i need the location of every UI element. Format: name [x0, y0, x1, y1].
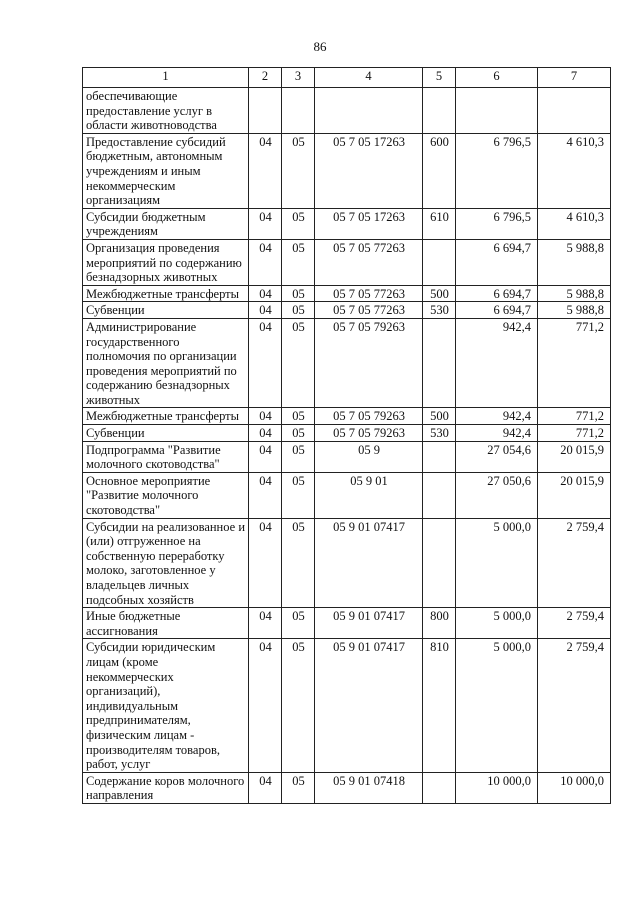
row-col-3: 05: [282, 208, 315, 239]
row-col-3: 05: [282, 408, 315, 425]
row-col-2: 04: [249, 408, 282, 425]
row-col-3: 05: [282, 518, 315, 608]
row-col-2: 04: [249, 425, 282, 442]
header-row: [83, 68, 611, 88]
row-code: 05 7 05 79263: [315, 425, 423, 442]
column-header-5: 5: [423, 68, 456, 88]
column-header-3: 3: [282, 68, 315, 88]
row-amount-6: 942,4: [456, 425, 538, 442]
row-col-2: 04: [249, 239, 282, 285]
row-col-5: 610: [423, 208, 456, 239]
row-col-5: 530: [423, 425, 456, 442]
row-code: 05 7 05 77263: [315, 302, 423, 319]
row-code: 05 7 05 17263: [315, 208, 423, 239]
row-col-3: 05: [282, 285, 315, 302]
row-col-5: 530: [423, 302, 456, 319]
table-row: [83, 425, 611, 442]
row-col-2: 04: [249, 302, 282, 319]
row-amount-6: 942,4: [456, 408, 538, 425]
row-amount-6: 6 796,5: [456, 208, 538, 239]
row-amount-7: 5 988,8: [538, 285, 611, 302]
column-header-6: 6: [456, 68, 538, 88]
row-amount-6: 6 796,5: [456, 133, 538, 208]
row-col-3: 05: [282, 472, 315, 518]
table-row: [83, 772, 611, 803]
row-code: 05 7 05 79263: [315, 408, 423, 425]
page-number: 86: [313, 39, 327, 54]
row-amount-7: [538, 88, 611, 134]
row-name: Подпрограмма "Развитие молочного скотоводства": [83, 441, 249, 472]
row-name: Субсидии на реализованное и (или) отгруженное на собственную переработку молоко, заготовленное у владельцев личных подсобных хозяйств: [83, 518, 249, 608]
table-row: [83, 88, 611, 134]
row-amount-6: 6 694,7: [456, 285, 538, 302]
row-col-3: [282, 88, 315, 134]
row-col-5: [423, 318, 456, 408]
row-name: Межбюджетные трансферты: [83, 408, 249, 425]
row-amount-7: 771,2: [538, 318, 611, 408]
row-col-3: 05: [282, 608, 315, 639]
row-col-2: 04: [249, 639, 282, 772]
row-amount-6: 6 694,7: [456, 239, 538, 285]
row-name: Предоставление субсидий бюджетным, автономным учреждениям и иным некоммерческим организациям: [83, 133, 249, 208]
row-col-3: 05: [282, 302, 315, 319]
row-amount-6: [456, 88, 538, 134]
table-body: [83, 88, 611, 804]
row-code: 05 9 01: [315, 472, 423, 518]
row-name: Субсидии юридическим лицам (кроме некоммерческих организаций), индивидуальным предпринимателям, физическим лицам - производителям товаров, работ, услуг: [83, 639, 249, 772]
row-col-5: 500: [423, 408, 456, 425]
table-header: [83, 68, 611, 88]
table-row: [83, 302, 611, 319]
table-row: [83, 639, 611, 772]
row-col-3: 05: [282, 239, 315, 285]
row-amount-7: 2 759,4: [538, 608, 611, 639]
table-row: [83, 472, 611, 518]
row-name: Организация проведения мероприятий по содержанию безнадзорных животных: [83, 239, 249, 285]
table-row: [83, 318, 611, 408]
row-col-5: 600: [423, 133, 456, 208]
row-code: 05 7 05 77263: [315, 239, 423, 285]
row-col-5: [423, 239, 456, 285]
table-row: [83, 441, 611, 472]
row-col-3: 05: [282, 639, 315, 772]
row-name: Иные бюджетные ассигнования: [83, 608, 249, 639]
row-name: Субвенции: [83, 425, 249, 442]
row-col-2: 04: [249, 133, 282, 208]
row-name: Администрирование государственного полномочия по организации проведения мероприятий по содержанию безнадзорных животных: [83, 318, 249, 408]
row-col-5: [423, 88, 456, 134]
budget-table: [82, 67, 611, 804]
row-col-2: 04: [249, 472, 282, 518]
row-amount-7: 5 988,8: [538, 302, 611, 319]
row-col-2: 04: [249, 318, 282, 408]
row-amount-6: 5 000,0: [456, 518, 538, 608]
row-code: 05 9 01 07418: [315, 772, 423, 803]
row-col-3: 05: [282, 441, 315, 472]
row-amount-7: 2 759,4: [538, 518, 611, 608]
row-amount-7: 2 759,4: [538, 639, 611, 772]
row-col-5: [423, 518, 456, 608]
row-col-5: [423, 441, 456, 472]
row-col-5: 800: [423, 608, 456, 639]
row-col-2: 04: [249, 208, 282, 239]
row-col-5: [423, 772, 456, 803]
column-header-7: 7: [538, 68, 611, 88]
row-amount-7: 10 000,0: [538, 772, 611, 803]
table-row: [83, 608, 611, 639]
row-amount-6: 5 000,0: [456, 639, 538, 772]
row-col-2: 04: [249, 772, 282, 803]
row-code: [315, 88, 423, 134]
column-header-2: 2: [249, 68, 282, 88]
column-header-4: 4: [315, 68, 423, 88]
row-name: Содержание коров молочного направления: [83, 772, 249, 803]
row-amount-6: 27 050,6: [456, 472, 538, 518]
row-amount-7: 20 015,9: [538, 472, 611, 518]
row-col-2: 04: [249, 518, 282, 608]
row-amount-7: 4 610,3: [538, 208, 611, 239]
row-code: 05 9: [315, 441, 423, 472]
table-row: [83, 408, 611, 425]
row-col-3: 05: [282, 772, 315, 803]
row-code: 05 7 05 77263: [315, 285, 423, 302]
row-code: 05 9 01 07417: [315, 518, 423, 608]
row-name: обеспечивающие предоставление услуг в области животноводства: [83, 88, 249, 134]
row-code: 05 7 05 17263: [315, 133, 423, 208]
row-amount-6: 27 054,6: [456, 441, 538, 472]
row-col-3: 05: [282, 318, 315, 408]
row-col-2: [249, 88, 282, 134]
row-col-5: 500: [423, 285, 456, 302]
table-row: [83, 208, 611, 239]
row-amount-7: 20 015,9: [538, 441, 611, 472]
row-col-5: 810: [423, 639, 456, 772]
row-amount-7: 5 988,8: [538, 239, 611, 285]
row-col-2: 04: [249, 285, 282, 302]
row-amount-6: 10 000,0: [456, 772, 538, 803]
row-amount-6: 6 694,7: [456, 302, 538, 319]
row-name: Субсидии бюджетным учреждениям: [83, 208, 249, 239]
table-row: [83, 133, 611, 208]
row-col-2: 04: [249, 441, 282, 472]
row-col-3: 05: [282, 425, 315, 442]
row-col-5: [423, 472, 456, 518]
row-amount-7: 4 610,3: [538, 133, 611, 208]
row-amount-7: 771,2: [538, 425, 611, 442]
table-row: [83, 285, 611, 302]
table-row: [83, 518, 611, 608]
row-amount-7: 771,2: [538, 408, 611, 425]
row-col-3: 05: [282, 133, 315, 208]
row-amount-6: 942,4: [456, 318, 538, 408]
row-name: Субвенции: [83, 302, 249, 319]
row-code: 05 7 05 79263: [315, 318, 423, 408]
row-amount-6: 5 000,0: [456, 608, 538, 639]
row-name: Межбюджетные трансферты: [83, 285, 249, 302]
row-col-2: 04: [249, 608, 282, 639]
row-code: 05 9 01 07417: [315, 608, 423, 639]
table-row: [83, 239, 611, 285]
row-code: 05 9 01 07417: [315, 639, 423, 772]
column-header-1: 1: [83, 68, 249, 88]
row-name: Основное мероприятие "Развитие молочного скотоводства": [83, 472, 249, 518]
